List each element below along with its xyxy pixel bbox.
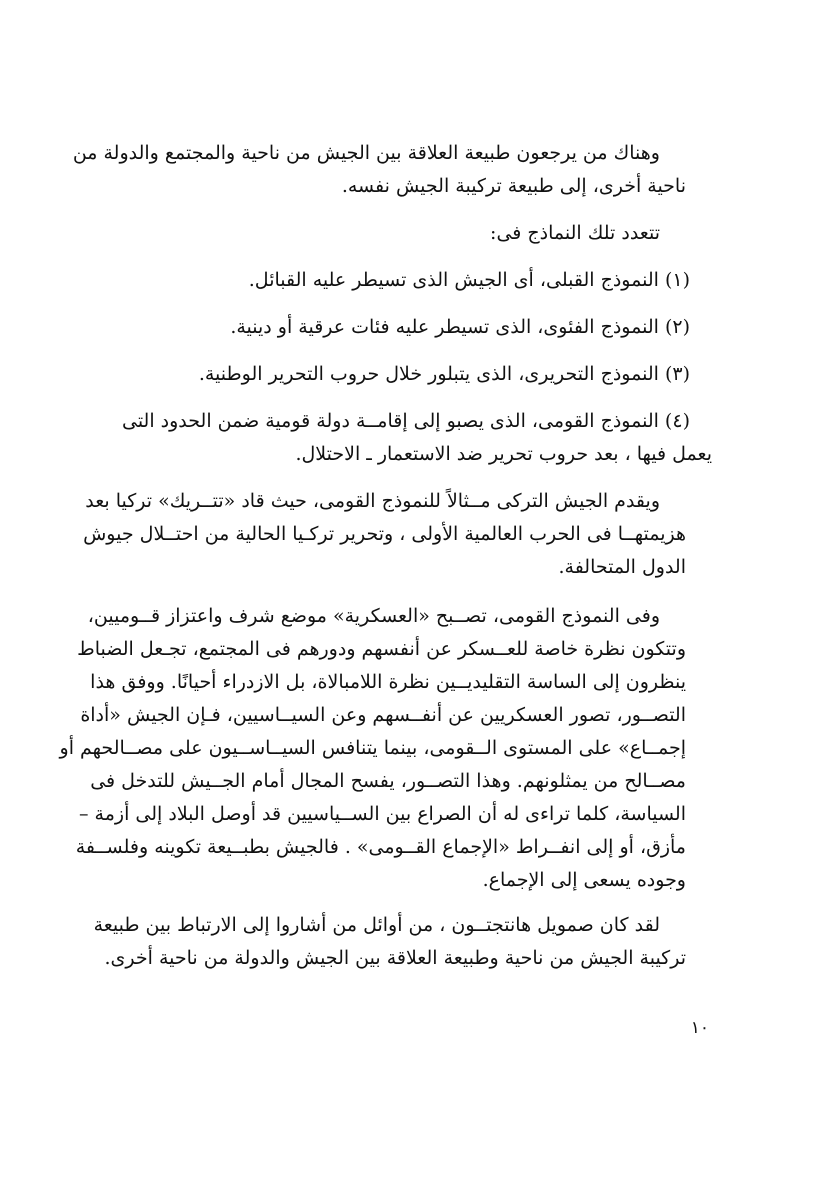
text-line: (٢) النموذج الفئوى، الذى تسيطر عليه فئات عرقية أو دينية. <box>230 316 690 338</box>
text-line: (٤) النموذج القومى، الذى يصبو إلى إقامــة دولة قومية ضمن الحدود التى <box>121 410 690 432</box>
page-body <box>59 137 712 989</box>
text-line: تركيبة الجيش من ناحية وطبيعة العلاقة بين الجيش والدولة من ناحية أخرى. <box>104 947 686 969</box>
text-line: لقد كان صمويل هانتجتــون ، من أوائل من أشاروا إلى الارتباط بين طبيعة <box>93 914 660 936</box>
paragraph-national-model <box>59 600 712 897</box>
text-line: (١) النموذج القبلى، أى الجيش الذى تسيطر عليه القبائل. <box>248 269 690 291</box>
text-line: وفى النموذج القومى، تصــبح «العسكرية» موضع شرف واعتزاز قــوميين، <box>87 605 660 627</box>
text-line: يعمل فيها ، بعد حروب تحرير ضد الاستعمار ـ الاحتلال. <box>295 443 712 465</box>
list-item-tribal-model <box>140 264 712 297</box>
text-line: مصــالح من يمثلونهم. وهذا التصــور، يفسح المجال أمام الجــيش للتدخل فى <box>90 770 686 792</box>
text-line: الدول المتحالفة. <box>558 556 686 578</box>
text-line: التصــور، تصور العسكريين عن أنفــسهم وعن السيــاسيين، فـإن الجيش «أداة <box>80 704 686 726</box>
text-line: وجوده يسعى إلى الإجماع. <box>482 869 686 891</box>
paragraph-turkish-army <box>83 485 712 584</box>
text-line: (٣) النموذج التحريرى، الذى يتبلور خلال حروب التحرير الوطنية. <box>198 363 690 385</box>
list-item-national-model <box>121 405 712 471</box>
paragraph-intro <box>72 137 712 203</box>
list-item-liberation-model <box>140 358 712 391</box>
text-line: مأزق، أو إلى انفــراط «الإجماع القــومى» . فالجيش بطبــيعة تكوينه وفلســفة <box>75 836 686 858</box>
text-line: وهناك من يرجعون طبيعة العلاقة بين الجيش من ناحية والمجتمع والدولة من <box>72 142 660 164</box>
text-line: وتتكون نظرة خاصة للعــسكر عن أنفسهم ودورهم فى المجتمع، تجـعل الضباط <box>77 638 686 660</box>
list-item-sectarian-model <box>140 311 712 344</box>
text-line: هزيمتهــا فى الحرب العالمية الأولى ، وتحرير تركـيا الحالية من احتــلال جيوش <box>83 523 686 545</box>
text-line: تتعدد تلك النماذج فى: <box>490 222 660 244</box>
paragraph-huntington <box>93 909 712 975</box>
text-line: إجمــاع» على المستوى الــقومى، بينما يتنافس السيــاســيون على مصــالحهم أو <box>59 737 686 759</box>
page-number: ١٠ <box>690 1018 709 1038</box>
text-line: السياسة، كلما تراءى له أن الصراع بين الســياسيين قد أوصل البلاد إلى أزمة – <box>79 803 686 825</box>
text-line: ويقدم الجيش التركى مــثالاً للنموذج القومى، حيث قاد «تتــريك» تركيا بعد <box>85 490 660 512</box>
paragraph-models-intro <box>140 217 712 250</box>
text-line: ينظرون إلى الساسة التقليديــين نظرة اللامبالاة، بل الازدراء أحيانًا. ووفق هذا <box>90 671 686 693</box>
text-line: ناحية أخرى، إلى طبيعة تركيبة الجيش نفسه. <box>341 175 686 197</box>
